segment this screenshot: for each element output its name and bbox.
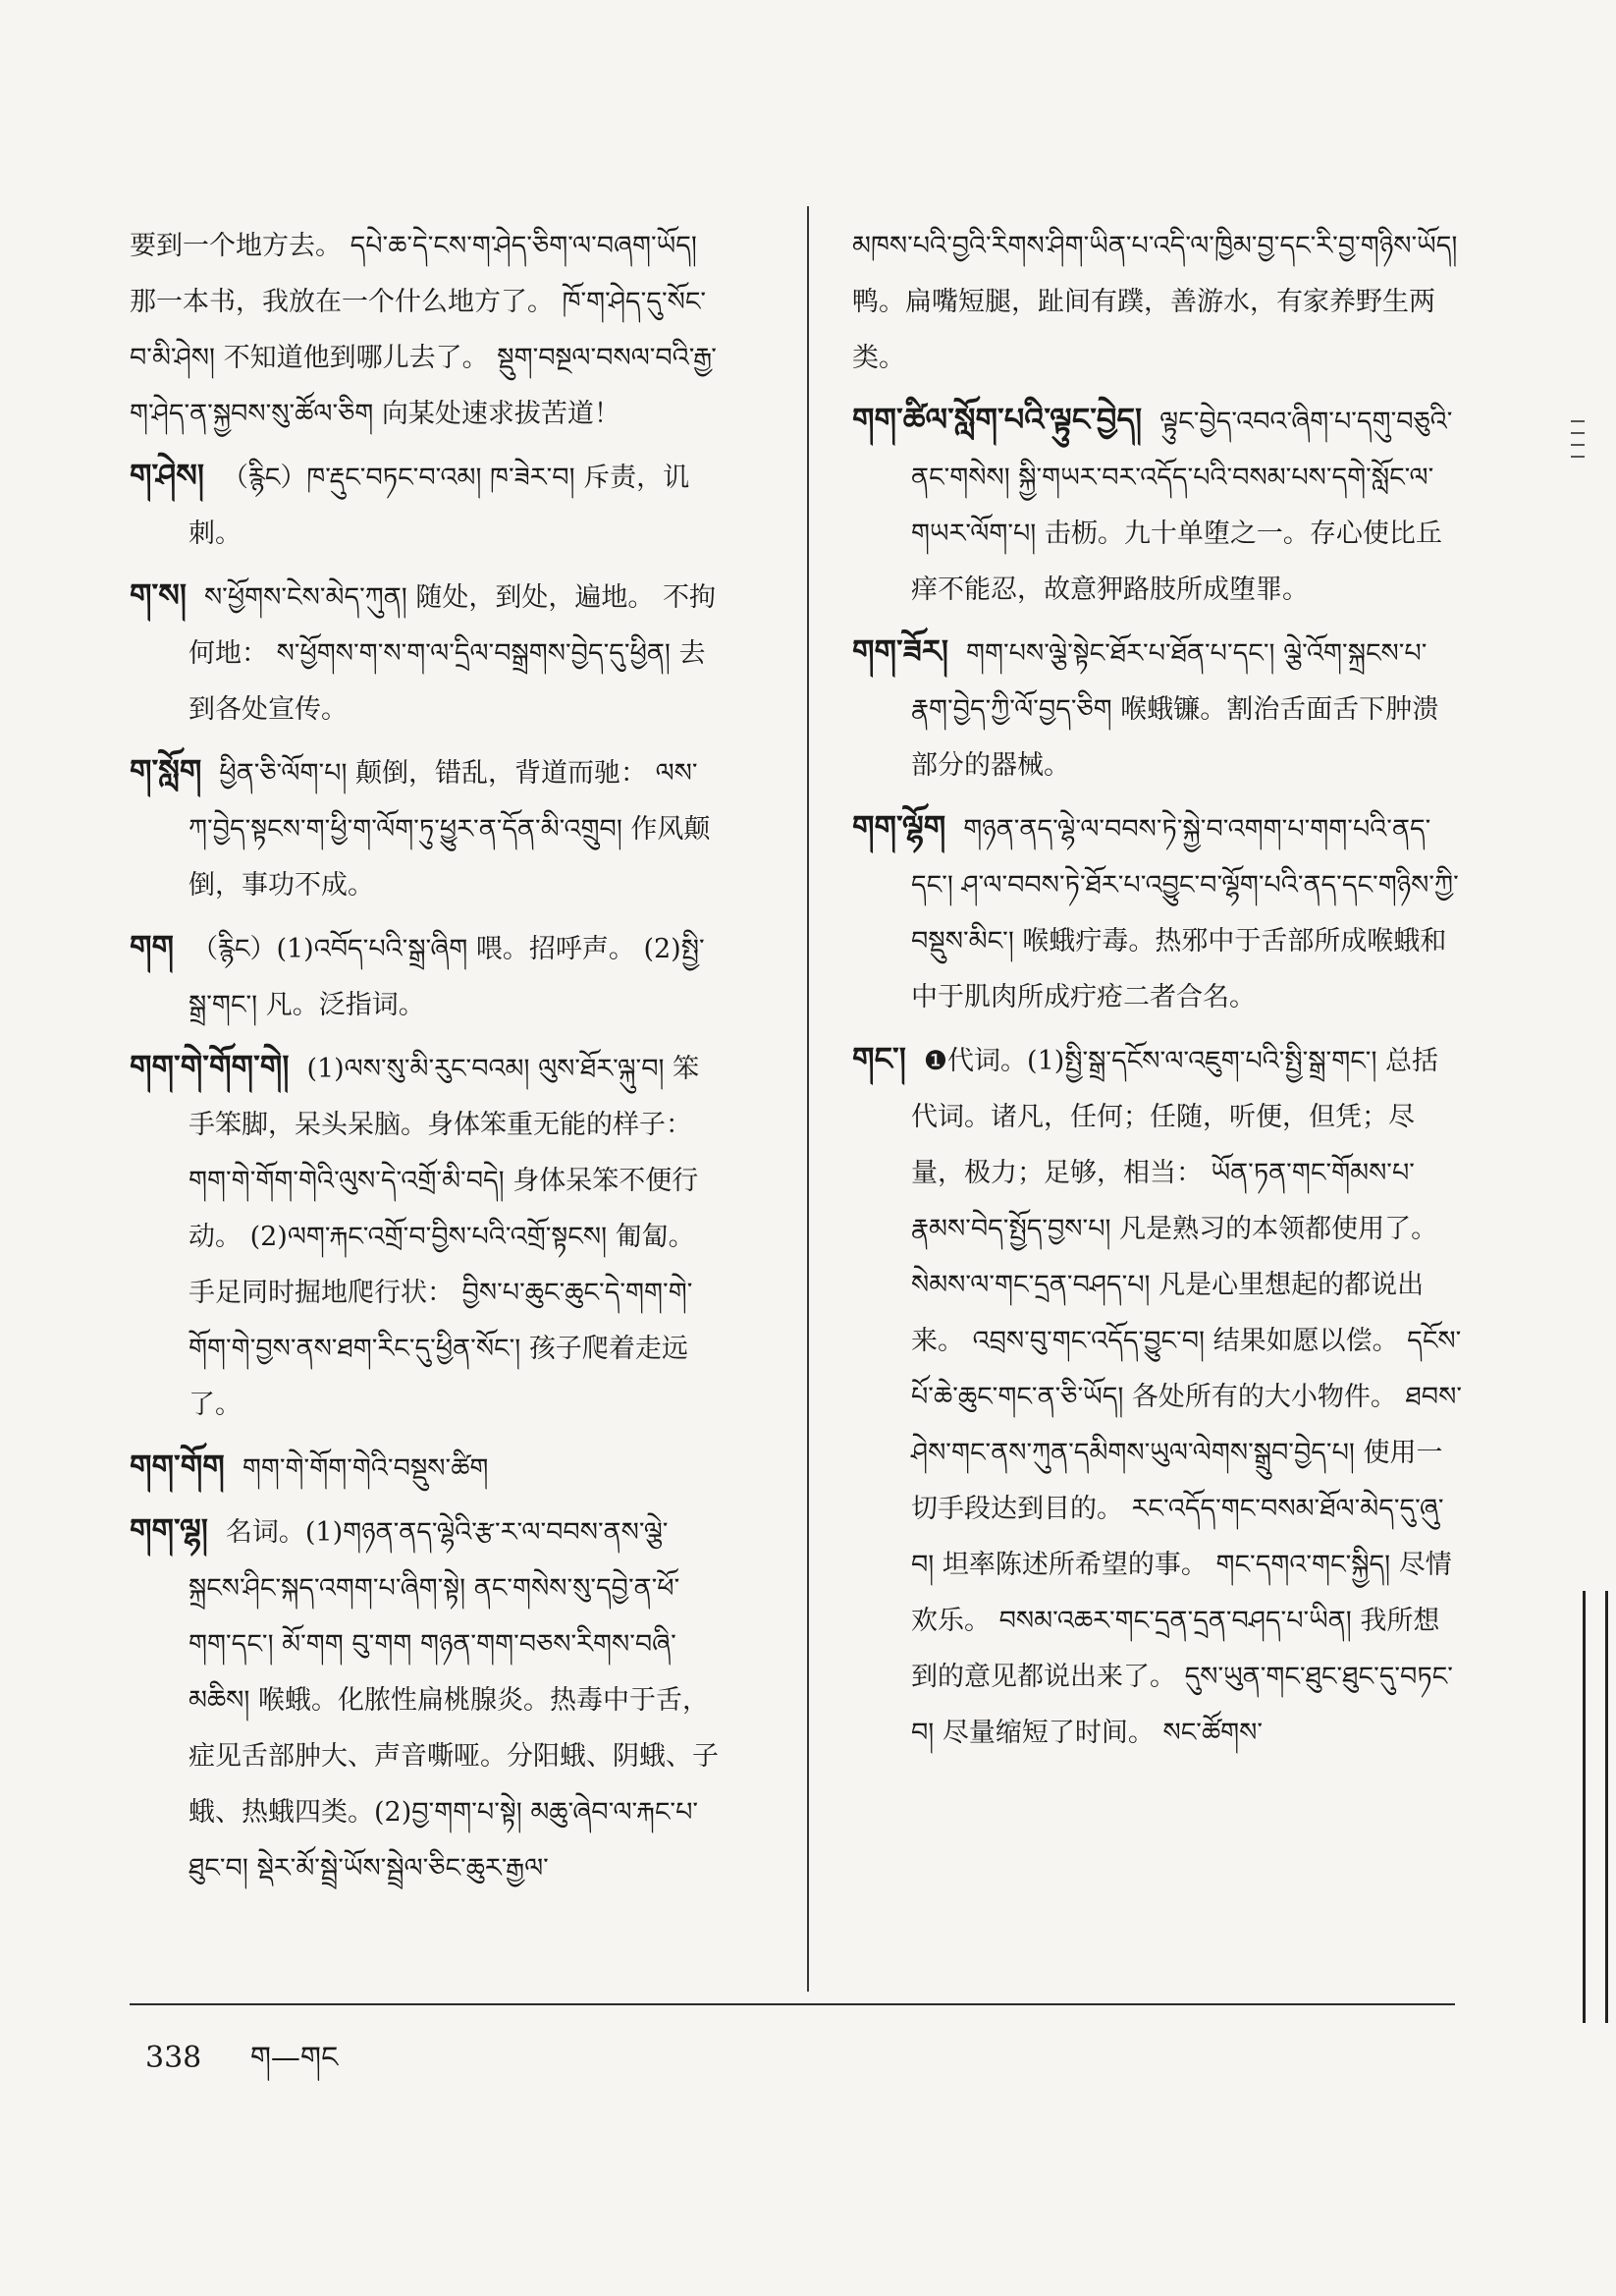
- entry-body: ❶代词。(1)སྤྱི་སྒྲ་དངོས་ལ་འཇུག་པའི་སྤྱི་སྒྲ་གང་། 总括代词。诸凡，任何；任随，听便，但凭；尽量，极力；足够，相当： ཡོན་ཏན་གང་གོམས་པ་རྣམས་བེད་སྤྱོད་བྱས་པ། 凡是熟习的本领都使用了。 སེམས་ལ་གང་དྲན་བཤད་པ། 凡是心里想起的都说出来。 འབྲས་བུ་གང་འདོད་བྱུང་བ། 结果如愿以偿。 དངོས་པོ་ཆེ་ཆུང་གང་ན་ཅི་ཡོད། 各处所有的大小物件。 ཐབས་ཤེས་གང་ནས་ཀུན་དམིགས་ཡུལ་ལེགས་སྒྲུབ་བྱེད་པ། 使用一切手段达到目的。 རང་འདོད་གང་བསམ་ཐོལ་མེད་དུ་ཞུ་བ། 坦率陈述所希望的事。 གང་དགའ་གང་སྐྱིད། 尽情欢乐。 བསམ་འཆར་གང་དྲན་དྲན་བཤད་པ་ཡིན། 我所想到的意见都说出来了。 དུས་ཡུན་གང་ཐུང་ཐུང་དུ་བཏང་བ། 尽量缩短了时间。 སང་ཚོགས་: [911, 1046, 1462, 1748]
- entry: [130, 218, 719, 442]
- entry: [130, 568, 719, 738]
- edge-tick: [1571, 432, 1585, 434]
- column-divider: [807, 206, 809, 1992]
- entry-headword: ག་ས།: [130, 576, 187, 614]
- entry-headword: ག་སློག: [130, 752, 202, 790]
- entry-body: གག་གེ་གོག་གེའི་བསྡུས་ཚིག: [242, 1453, 489, 1484]
- edge-tick: [1571, 420, 1585, 422]
- entry: [852, 624, 1463, 793]
- page-number: 338: [145, 2041, 202, 2075]
- footer-rule: [130, 2003, 1455, 2005]
- entry: [852, 1031, 1463, 1761]
- left-column: [130, 218, 719, 1902]
- entry-body: གཉན་ནད་ལྷེ་ལ་བབས་ཏེ་སྐྱེ་བ་འགག་པ་གག་པའི་ནད་དང་། ཤ་ལ་བབས་ཏེ་ཐོར་པ་འབྱུང་བ་ལྷོག་པའི་ནད་དང་གཉིས་ཀྱི་བསྡུས་མིང་། 喉蛾疔毒。热邪中于舌部所成喉蛾和中于肌肉所成疔疮二者合名。: [911, 814, 1459, 1012]
- entry-headword: གག་གོག: [130, 1448, 225, 1485]
- entry-body: ལྟུང་བྱེད་འབའ་ཞིག་པ་དགུ་བཅུའི་ནང་གསེས། སྐྱི་གཡར་བར་འདོད་པའི་བསམ་པས་དགེ་སློང་ལ་གཡར་ལོག་པ། 击枥。九十单堕之一。存心使比丘痒不能忍，故意狎路肢所成堕罪。: [911, 407, 1453, 605]
- entry: [130, 919, 719, 1033]
- entry: [130, 1439, 719, 1497]
- entry: [130, 1503, 719, 1896]
- entry: [852, 799, 1463, 1025]
- entry: [852, 392, 1463, 618]
- entry-headword: གག: [130, 928, 175, 965]
- entry: [130, 1039, 719, 1433]
- entry-body: 要到一个地方去。 དཔེ་ཆ་དེ་ངས་ག་ཤེད་ཅིག་ལ་བཞག་ཡོད། 那一本书，我放在一个什么地方了。 ཁོ་ག་ཤེད་དུ་སོང་བ་མི་ཤེས། 不知道他到哪儿去了。 སྡུག་བསྔལ་བསལ་བའི་རྒྱ་ག་ཤེད་ན་སྐྱབས་སུ་ཚོལ་ཅིག 向某处速求拔苦道！: [130, 231, 717, 429]
- right-column: [852, 218, 1463, 1767]
- entry-headword: གག་ལྷོག: [852, 808, 946, 846]
- entry: [130, 743, 719, 913]
- entry-body: གག་པས་ལྕེ་སྟེང་ཐོར་པ་ཐོན་པ་དང་། ལྕེ་འོག་སྐྲངས་པ་རྣག་བྱེད་ཀྱི་ལོ་བྱད་ཅིག 喉蛾镰。割治舌面舌下肿溃部分的器械。: [911, 638, 1439, 781]
- entry-body: （རྙིང）(1)འབོད་པའི་སྒྲ་ཞིག 喂。招呼声。 (2)སྤྱི་སྒྲ་གང་། 凡。泛指词。: [189, 934, 705, 1020]
- entry: [130, 448, 719, 562]
- edge-binding-mark: [1583, 1591, 1608, 2023]
- page-range: ག—གང: [249, 2041, 339, 2075]
- entry-headword: གང་།: [852, 1040, 906, 1077]
- edge-tick: [1571, 444, 1585, 446]
- entry-body: མཁས་པའི་བྱའི་རིགས་ཤིག་ཡིན་པ་འདི་ལ་ཁྱིམ་བྱ་དང་རི་བྱ་གཉིས་ཡོད། 鸭。扁嘴短腿，趾间有蹼，善游水，有家养野生两类。: [852, 231, 1458, 373]
- entry-headword: ག་ཤེས།: [130, 457, 204, 494]
- edge-tick: [1571, 456, 1585, 458]
- entry-headword: གག་ཚིལ་སློག་པའི་ལྟུང་བྱེད།: [852, 401, 1143, 438]
- entry-headword: གག་གེ་གོག་གེ།: [130, 1048, 290, 1085]
- entry: [852, 218, 1463, 386]
- entry-body: ས་ཕྱོགས་ངེས་མེད་ཀུན། 随处，到处，遍地。 不拘何地： ས་ཕྱོགས་ག་ས་ག་ལ་དྲིལ་བསྒྲགས་བྱེད་དུ་ཕྱིན། 去到各处宣传。: [189, 582, 716, 725]
- page-footer: [145, 2025, 338, 2107]
- entry-body: 名词。(1)གཉན་ནད་ལྷེའི་རྩ་ར་ལ་བབས་ནས་ལྕེ་སྐྲངས་ཤིང་སྐད་འགག་པ་ཞིག་སྟེ། ནང་གསེས་སུ་དབྱེ་ན་ཕོ་གག་དང་། མོ་གག བུ་གག གཉན་གག་བཅས་རིགས་བཞི་མཆིས། 喉蛾。化脓性扁桃腺炎。热毒中于舌，症见舌部肿大、声音嘶哑。分阳蛾、阴蛾、子蛾、热蛾四类。(2)བྱ་གག་པ་སྟེ། མཆུ་ཞེབ་ལ་རྐང་པ་ཐུང་བ། སྡེར་མོ་སྦྲེ་ཡོས་སྦྲེལ་ཅིང་ཆུར་རྒྱལ་: [189, 1517, 719, 1884]
- entry-body: (1)ལས་སུ་མི་རུང་བའམ། ལུས་ཐོར་ལྐུ་བ། 笨手笨脚，呆头呆脑。身体笨重无能的样子： གག་གེ་གོག་གེའི་ལུས་དེ་འགྲོ་མི་བདེ། 身体呆笨不便行动。 (2)ལག་རྐང་འགྲོ་བ་བྱིས་པའི་འགྲོ་སྟངས། 匍匐。手足同时掘地爬行状： བྱིས་པ་ཆུང་ཆུང་དེ་གག་གེ་གོག་གེ་བྱས་ནས་ཐག་རིང་དུ་ཕྱིན་སོང་། 孩子爬着走远了。: [189, 1054, 700, 1420]
- entry-headword: གག་ལྷ།: [130, 1511, 208, 1549]
- entry-headword: གག་ཟོར།: [852, 632, 948, 670]
- entry-body: ཕྱིན་ཅི་ལོག་པ། 颠倒，错乱，背道而驰： ལས་ཀ་བྱེད་སྟངས་ག་ཕྱི་ག་ལོག་ཏུ་ཕྱུར་ན་དོན་མི་འགྲུབ། 作风颠倒，事功不成。: [189, 758, 711, 901]
- entry-body: （རྙིང）ཁ་རྡུང་བཏང་བ་འམ། ཁ་ཟེར་བ། 斥责，讥刺。: [189, 463, 690, 549]
